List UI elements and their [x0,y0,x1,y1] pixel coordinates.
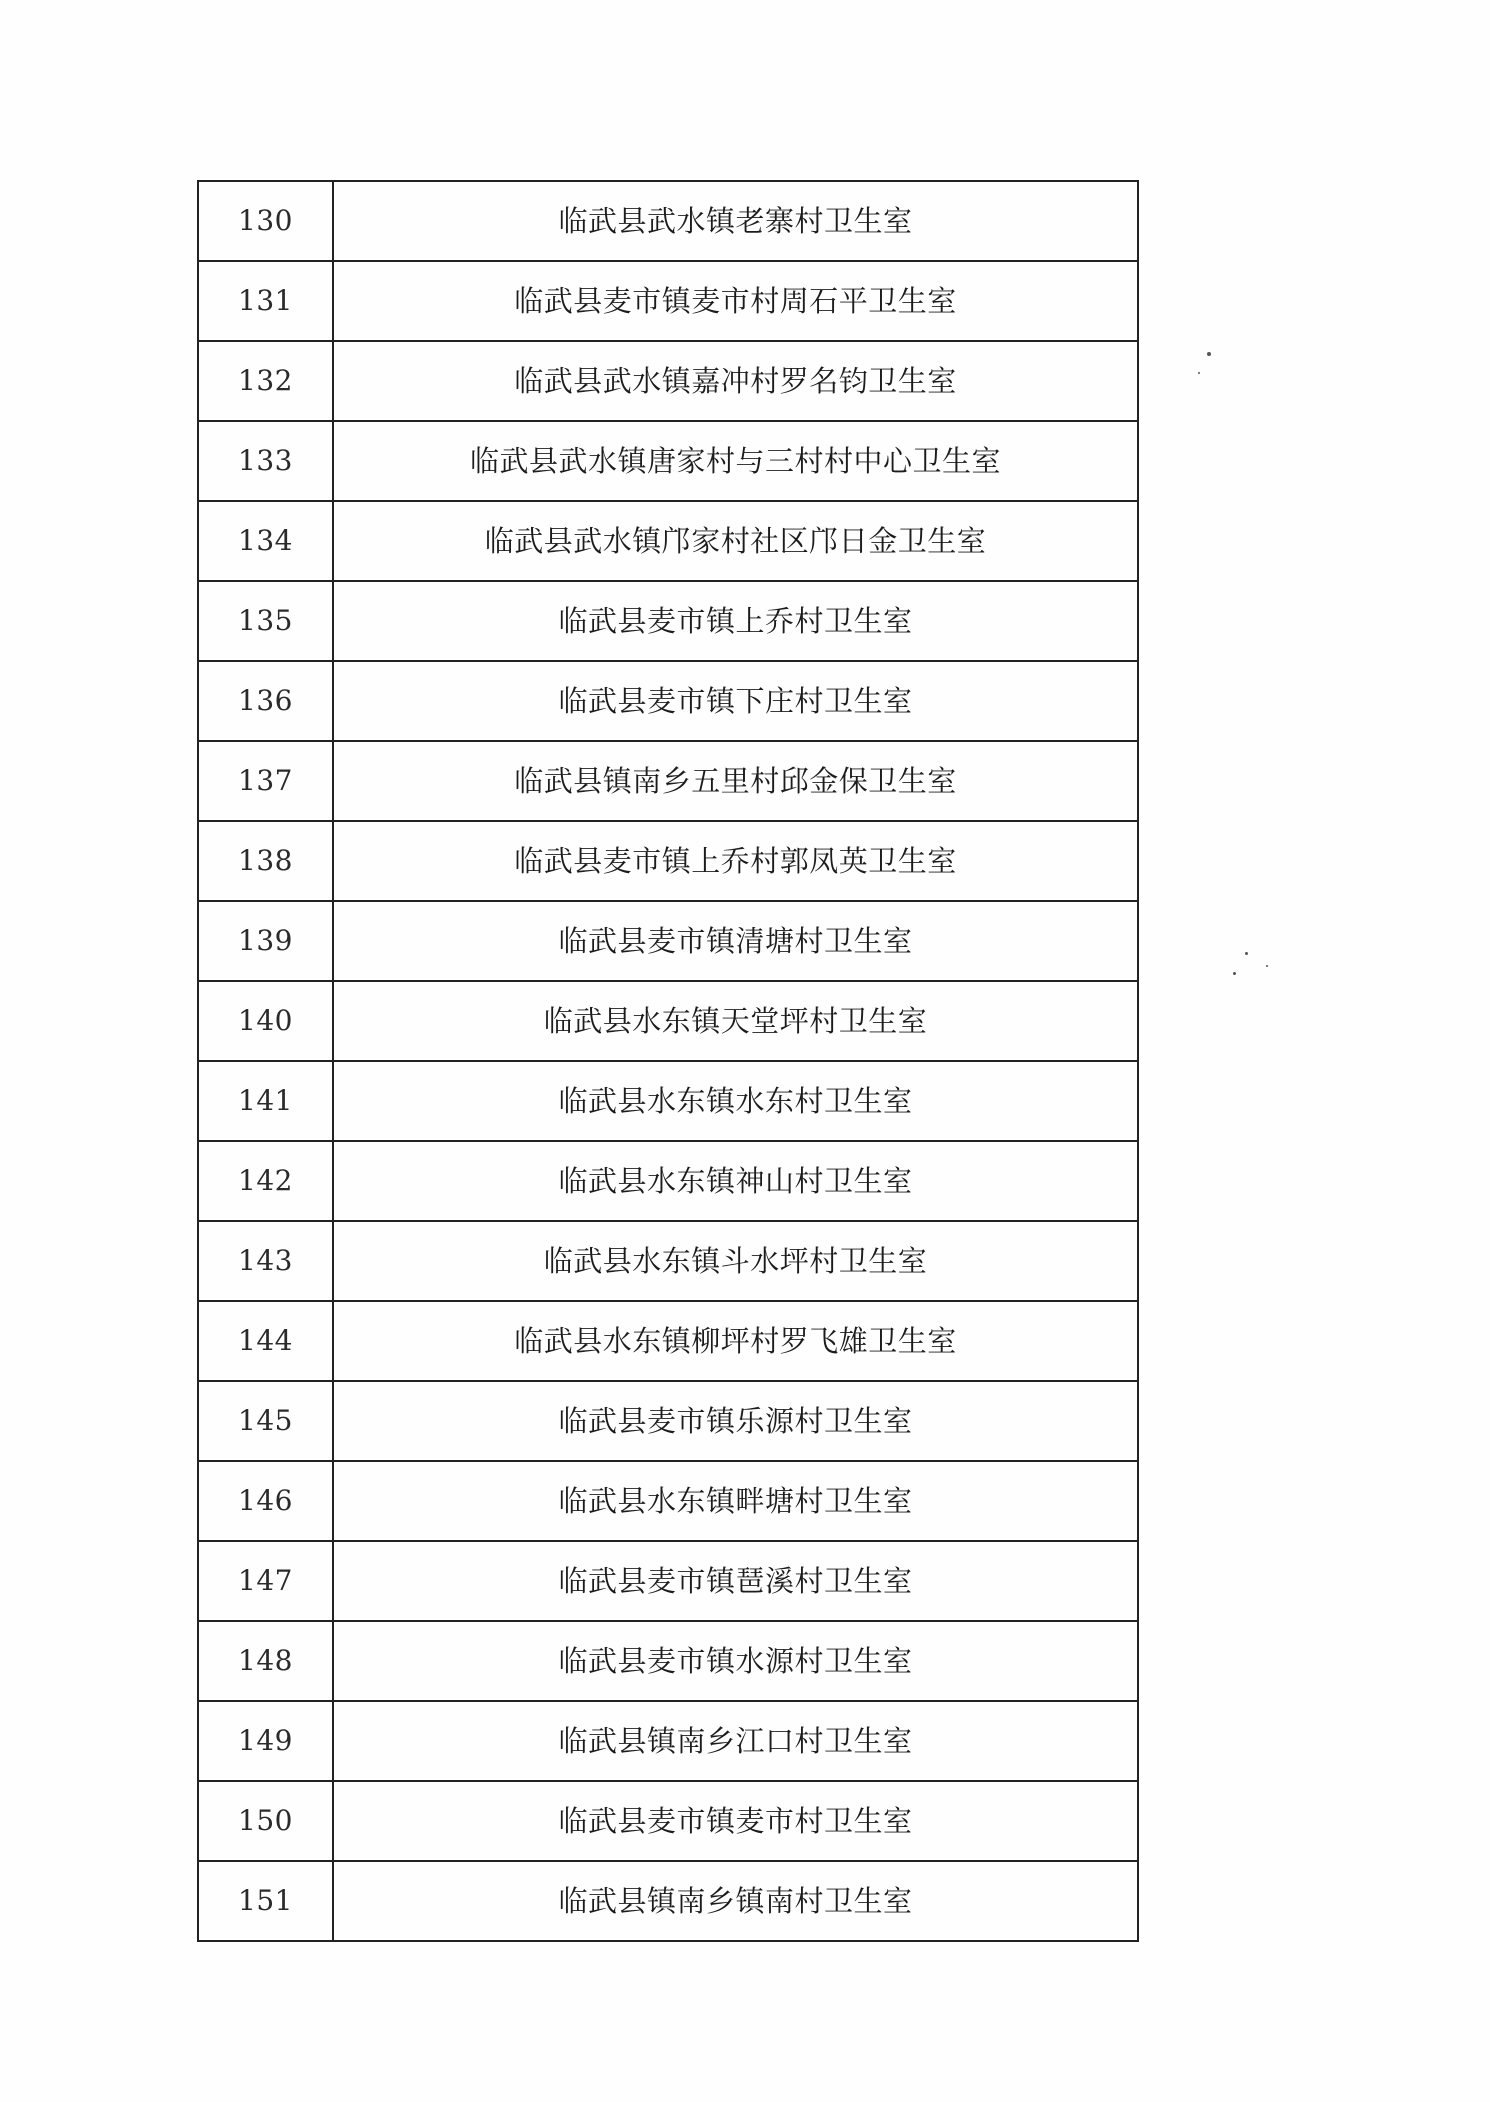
table-row [198,1781,1138,1861]
row-number: 144 [198,1301,333,1381]
clinic-name: 临武县镇南乡江口村卫生室 [333,1701,1138,1781]
clinic-name: 临武县武水镇嘉冲村罗名钧卫生室 [333,341,1138,421]
scan-speck [1207,352,1211,356]
table-row [198,1541,1138,1621]
row-number: 130 [198,181,333,261]
table-row [198,1221,1138,1301]
clinic-name: 临武县水东镇神山村卫生室 [333,1141,1138,1221]
table-row [198,1621,1138,1701]
clinic-name: 临武县麦市镇下庄村卫生室 [333,661,1138,741]
scan-speck [1266,965,1268,967]
row-number: 149 [198,1701,333,1781]
table-row [198,821,1138,901]
row-number: 145 [198,1381,333,1461]
row-number: 131 [198,261,333,341]
clinic-name: 临武县水东镇畔塘村卫生室 [333,1461,1138,1541]
table-row [198,261,1138,341]
scan-speck [1233,972,1236,975]
table-row [198,1381,1138,1461]
table-row [198,981,1138,1061]
clinic-name: 临武县镇南乡五里村邱金保卫生室 [333,741,1138,821]
clinic-name: 临武县武水镇邝家村社区邝日金卫生室 [333,501,1138,581]
clinic-name: 临武县水东镇斗水坪村卫生室 [333,1221,1138,1301]
table-row [198,421,1138,501]
table-row [198,661,1138,741]
clinic-name: 临武县麦市镇麦市村卫生室 [333,1781,1138,1861]
row-number: 142 [198,1141,333,1221]
table-row [198,901,1138,981]
clinic-name: 临武县武水镇老寨村卫生室 [333,181,1138,261]
row-number: 141 [198,1061,333,1141]
clinic-name: 临武县麦市镇琶溪村卫生室 [333,1541,1138,1621]
table-row [198,741,1138,821]
row-number: 133 [198,421,333,501]
scan-speck [1245,952,1248,955]
table-row [198,1141,1138,1221]
table-row [198,501,1138,581]
row-number: 146 [198,1461,333,1541]
clinic-name: 临武县麦市镇上乔村卫生室 [333,581,1138,661]
table-row [198,1461,1138,1541]
clinic-table [197,180,1139,1942]
clinic-name: 临武县武水镇唐家村与三村村中心卫生室 [333,421,1138,501]
row-number: 150 [198,1781,333,1861]
table-row [198,1701,1138,1781]
row-number: 147 [198,1541,333,1621]
row-number: 139 [198,901,333,981]
table-row [198,181,1138,261]
clinic-name: 临武县麦市镇乐源村卫生室 [333,1381,1138,1461]
clinic-name: 临武县水东镇水东村卫生室 [333,1061,1138,1141]
row-number: 138 [198,821,333,901]
row-number: 140 [198,981,333,1061]
row-number: 134 [198,501,333,581]
clinic-name: 临武县水东镇柳坪村罗飞雄卫生室 [333,1301,1138,1381]
table-row [198,1861,1138,1941]
row-number: 137 [198,741,333,821]
table-row [198,1301,1138,1381]
clinic-name: 临武县麦市镇麦市村周石平卫生室 [333,261,1138,341]
table-row [198,581,1138,661]
table-row [198,1061,1138,1141]
row-number: 143 [198,1221,333,1301]
table-row [198,341,1138,421]
clinic-name: 临武县水东镇天堂坪村卫生室 [333,981,1138,1061]
row-number: 148 [198,1621,333,1701]
row-number: 136 [198,661,333,741]
scan-speck [1198,372,1200,374]
clinic-name: 临武县麦市镇清塘村卫生室 [333,901,1138,981]
row-number: 151 [198,1861,333,1941]
clinic-name: 临武县镇南乡镇南村卫生室 [333,1861,1138,1941]
row-number: 132 [198,341,333,421]
clinic-name: 临武县麦市镇水源村卫生室 [333,1621,1138,1701]
row-number: 135 [198,581,333,661]
clinic-name: 临武县麦市镇上乔村郭凤英卫生室 [333,821,1138,901]
